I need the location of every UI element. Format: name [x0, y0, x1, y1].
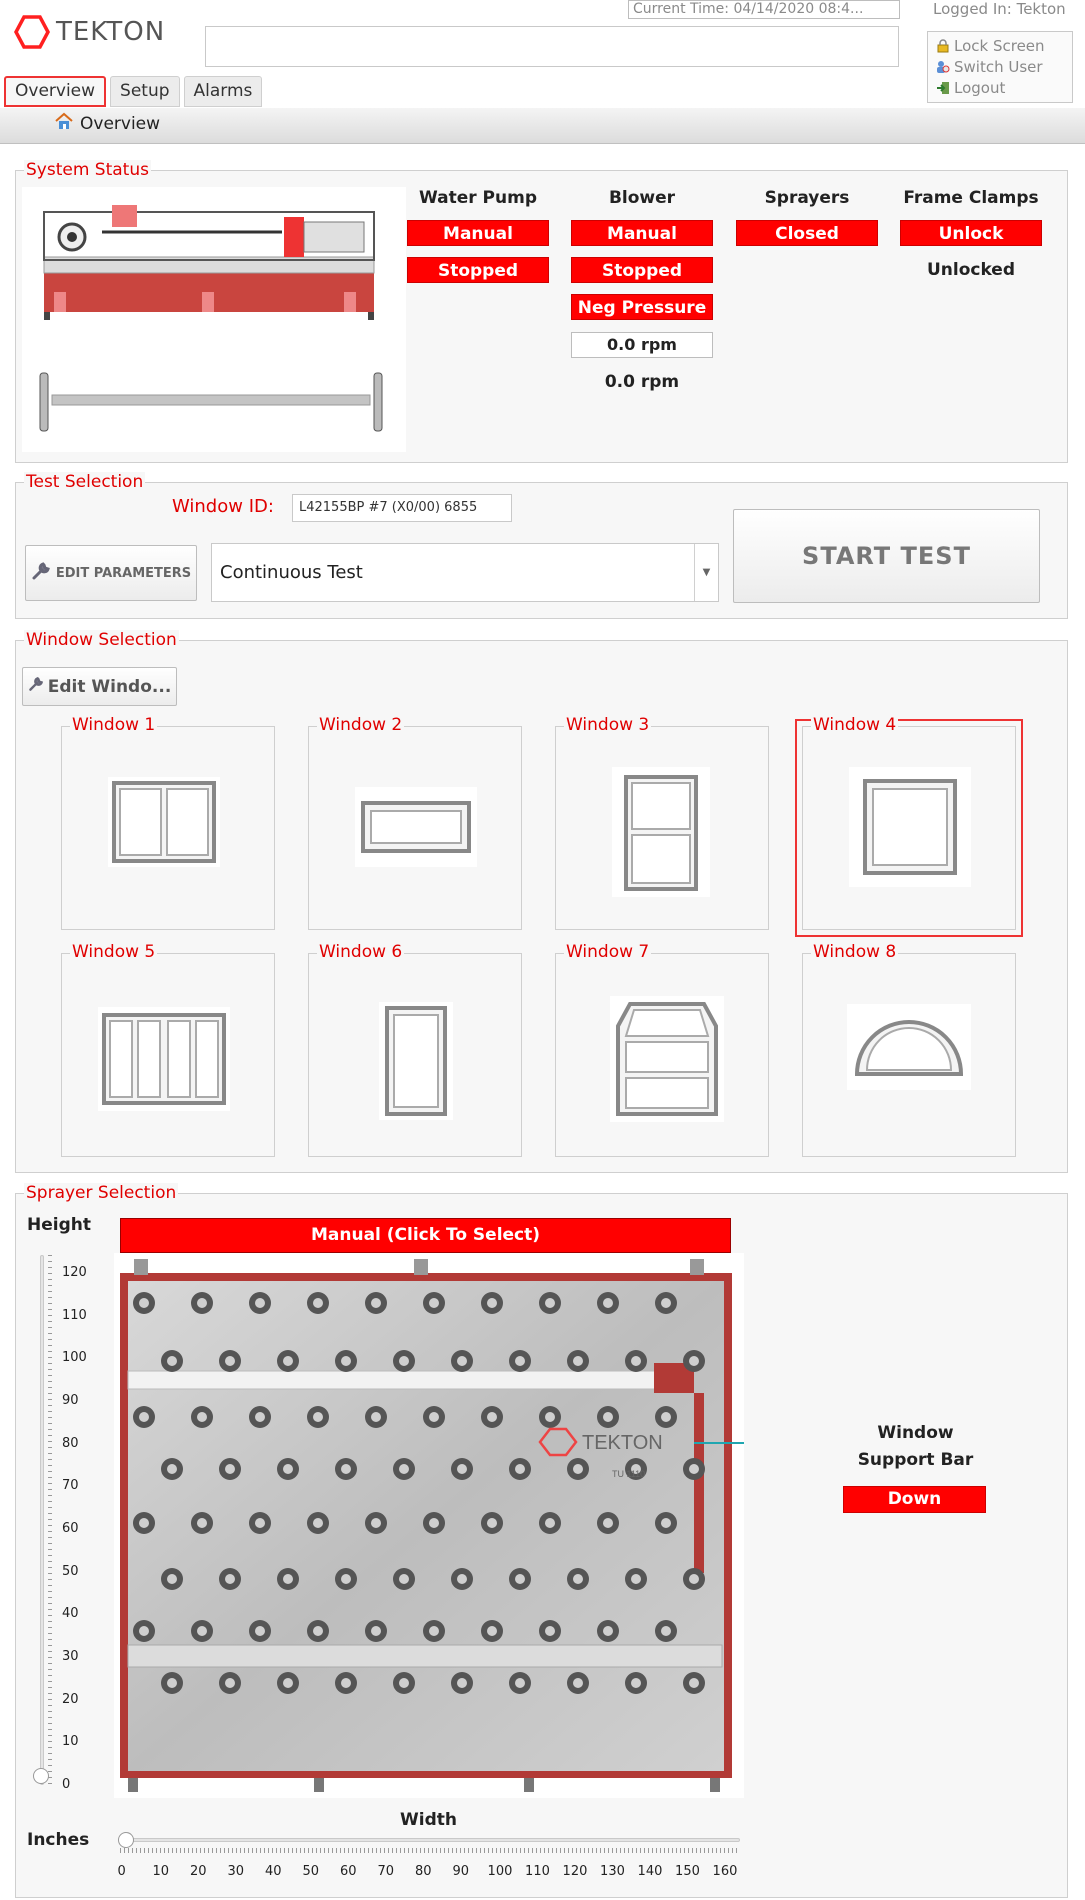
- window-thumbnail: [379, 1002, 453, 1120]
- sprayer-nozzle-center: [487, 1518, 497, 1528]
- width-tick-label: 80: [415, 1864, 432, 1879]
- sprayer-nozzle-center: [283, 1678, 293, 1688]
- sprayer-nozzle-center: [341, 1574, 351, 1584]
- sprayer-nozzle-center: [371, 1626, 381, 1636]
- width-tick-label: 50: [302, 1864, 320, 1879]
- height-tick-label: 120: [62, 1265, 87, 1280]
- height-tick-labels: [62, 1265, 102, 1795]
- sprayer-nozzle-center: [139, 1298, 149, 1308]
- sprayer-nozzle-center: [255, 1298, 265, 1308]
- width-tick-label: 20: [190, 1864, 207, 1879]
- height-tick-label: 20: [62, 1691, 79, 1707]
- sprayer-nozzle-center: [139, 1412, 149, 1422]
- width-tick-label: 0: [117, 1864, 126, 1879]
- height-slider-ticks: [48, 1255, 52, 1785]
- sprayer-nozzle-center: [661, 1412, 671, 1422]
- main-tabs: [4, 76, 266, 107]
- sprayer-nozzle-center: [689, 1678, 699, 1688]
- sprayer-nozzle-center: [225, 1678, 235, 1688]
- height-slider-track: [40, 1255, 44, 1785]
- panel-logo-text: TEKTON: [582, 1432, 663, 1454]
- blower-mode[interactable]: Manual: [571, 220, 713, 246]
- sprayer-nozzle-center: [661, 1518, 671, 1528]
- width-label: Width: [400, 1810, 457, 1830]
- height-slider-thumb[interactable]: [33, 1768, 49, 1784]
- height-tick-label: 10: [62, 1734, 79, 1750]
- height-tick-label: 110: [62, 1307, 87, 1323]
- tekton-logo: [14, 12, 194, 52]
- height-tick-label: 0: [62, 1777, 71, 1792]
- window-card-title: Window 1: [72, 715, 156, 735]
- sprayer-nozzle-center: [515, 1574, 525, 1584]
- hexagon-logo-icon: [14, 14, 50, 50]
- window-card-2[interactable]: [308, 715, 522, 930]
- sprayer-nozzle-center: [603, 1518, 613, 1528]
- sprayer-nozzle-center: [167, 1464, 177, 1474]
- sprayer-nozzle-center: [631, 1574, 641, 1584]
- chevron-down-icon[interactable]: ▼: [694, 544, 718, 601]
- sprayer-nozzle-center: [283, 1356, 293, 1366]
- lock-screen-label: Lock Screen: [954, 36, 1045, 55]
- window-card-title: Window 2: [319, 715, 403, 735]
- lock-screen-button[interactable]: [928, 35, 1072, 56]
- window-thumbnail: [108, 777, 220, 867]
- edit-windows-button[interactable]: [22, 667, 177, 706]
- window-card-title: Window 5: [72, 942, 156, 962]
- sprayer-nozzle-center: [631, 1356, 641, 1366]
- window-thumbnail: [847, 1004, 971, 1090]
- sprayer-nozzle-center: [689, 1464, 699, 1474]
- current-time: Current Time: 04/14/2020 08:4...: [628, 0, 900, 19]
- width-tick-label: 140: [637, 1864, 663, 1879]
- height-tick-label: 80: [62, 1435, 79, 1451]
- sprayer-nozzle-center: [545, 1518, 555, 1528]
- sprayer-nozzle-center: [603, 1626, 613, 1636]
- sprayer-nozzle-center: [545, 1412, 555, 1422]
- sprayer-nozzle-center: [631, 1678, 641, 1688]
- sprayer-nozzle-center: [661, 1626, 671, 1636]
- window-card-8[interactable]: [802, 942, 1016, 1157]
- window-card-7[interactable]: [555, 942, 769, 1157]
- water-pump-state: Stopped: [407, 257, 549, 283]
- height-tick-label: 100: [62, 1350, 87, 1366]
- window-thumbnail: [98, 1007, 230, 1111]
- width-tick-label: 10: [152, 1864, 170, 1879]
- window-card-3[interactable]: [555, 715, 769, 930]
- height-tick-label: 90: [62, 1393, 79, 1408]
- width-tick-label: 90: [452, 1864, 470, 1879]
- sprayer-nozzle-center: [283, 1464, 293, 1474]
- height-label: Height: [27, 1215, 91, 1235]
- tab-overview[interactable]: Overview: [4, 76, 106, 107]
- switch-user-button[interactable]: [928, 56, 1072, 77]
- sprayer-nozzle-center: [399, 1356, 409, 1366]
- sprayer-nozzle-center: [371, 1518, 381, 1528]
- sprayer-nozzle-center: [399, 1464, 409, 1474]
- sprayer-nozzle-center: [515, 1678, 525, 1688]
- width-slider-track: [120, 1838, 740, 1842]
- blower-rpm-setpoint[interactable]: 0.0 rpm: [571, 332, 713, 358]
- sprayer-nozzle-center: [313, 1626, 323, 1636]
- width-tick-labels: [117, 1864, 740, 1882]
- support-bar-label-line2: Support Bar: [857, 1450, 974, 1470]
- height-tick-label: 50: [62, 1563, 79, 1579]
- frame-clamps-command[interactable]: Unlock: [900, 220, 1042, 246]
- support-bar-label: [843, 1420, 988, 1474]
- logout-button[interactable]: [928, 77, 1072, 98]
- sprayer-nozzle-center: [225, 1356, 235, 1366]
- sprayer-nozzle-center: [167, 1356, 177, 1366]
- support-bar-label-line1: Window: [877, 1423, 954, 1443]
- tab-setup[interactable]: Setup: [110, 76, 179, 107]
- support-bar-state[interactable]: Down: [843, 1486, 986, 1513]
- sprayer-rack-diagram: [114, 1253, 744, 1798]
- window-card-title: Window 8: [813, 942, 897, 962]
- wrench-icon: [28, 676, 44, 697]
- sprayer-selection-title: Sprayer Selection: [26, 1183, 177, 1203]
- sprayer-nozzle-center: [341, 1356, 351, 1366]
- sprayer-nozzle-center: [313, 1298, 323, 1308]
- width-tick-label: 70: [377, 1864, 395, 1879]
- window-card-title: Window 7: [566, 942, 650, 962]
- sprayer-nozzle-center: [515, 1356, 525, 1366]
- window-card-title: Window 6: [319, 942, 403, 962]
- sprayer-nozzle-center: [573, 1356, 583, 1366]
- breadcrumb-bar: [0, 108, 1085, 144]
- window-card-title: Window 4: [813, 715, 897, 735]
- sprayer-nozzle-center: [603, 1298, 613, 1308]
- sprayer-nozzle-center: [573, 1464, 583, 1474]
- blower-state: Stopped: [571, 257, 713, 283]
- sprayer-rack-image: [114, 1253, 744, 1798]
- sprayer-nozzle-center: [167, 1574, 177, 1584]
- sprayer-nozzle-center: [255, 1518, 265, 1528]
- width-slider-ticks: [120, 1848, 740, 1853]
- frame-clamps-state: Unlocked: [926, 260, 1016, 280]
- width-tick-label: 120: [562, 1864, 588, 1879]
- sprayer-nozzle-center: [139, 1518, 149, 1528]
- test-chamber-diagram: [22, 187, 406, 452]
- message-display: [205, 26, 899, 67]
- window-thumbnail: [849, 767, 971, 887]
- sprayer-nozzle-center: [545, 1298, 555, 1308]
- width-tick-label: 160: [712, 1864, 738, 1879]
- sprayer-nozzle-center: [197, 1626, 207, 1636]
- sprayer-nozzle-center: [661, 1298, 671, 1308]
- sprayer-nozzle-center: [313, 1518, 323, 1528]
- sprayer-nozzle-center: [429, 1298, 439, 1308]
- window-id-input[interactable]: L42155BP #7 (X0/00) 6855: [292, 494, 512, 522]
- sprayer-nozzle-center: [487, 1298, 497, 1308]
- sprayer-nozzle-center: [225, 1574, 235, 1584]
- edit-parameters-button[interactable]: [25, 545, 197, 601]
- switch-user-icon: [936, 60, 950, 74]
- width-slider[interactable]: [120, 1834, 740, 1856]
- height-tick-label: 40: [62, 1606, 79, 1622]
- window-card-1[interactable]: [61, 715, 275, 930]
- width-tick-label: 100: [487, 1864, 513, 1879]
- water-pump-title: Water Pump: [418, 188, 538, 208]
- height-tick-label: 30: [62, 1649, 79, 1664]
- logout-label: Logout: [954, 78, 1006, 97]
- sprayer-nozzle-center: [573, 1574, 583, 1584]
- sprayer-nozzle-center: [429, 1626, 439, 1636]
- sprayer-nozzle-center: [429, 1412, 439, 1422]
- sprayer-nozzle-center: [341, 1464, 351, 1474]
- sprayer-nozzle-center: [487, 1412, 497, 1422]
- test-selection-title: Test Selection: [26, 472, 144, 492]
- test-chamber-image: [22, 187, 406, 452]
- sprayer-nozzle-center: [255, 1412, 265, 1422]
- window-card-5[interactable]: [61, 942, 275, 1157]
- sprayer-nozzle-center: [371, 1298, 381, 1308]
- window-thumbnail: [355, 787, 477, 867]
- system-status-title: System Status: [26, 160, 149, 180]
- sprayer-nozzle-center: [167, 1678, 177, 1688]
- wrench-icon: [31, 561, 51, 585]
- logo-text: TEKTON: [56, 17, 166, 47]
- height-tick-label: 70: [62, 1478, 79, 1494]
- sprayer-nozzle-center: [399, 1574, 409, 1584]
- window-id-label: Window ID:: [172, 496, 274, 517]
- sprayer-mode-button[interactable]: Manual (Click To Select): [120, 1218, 731, 1253]
- test-type-select[interactable]: [211, 543, 719, 602]
- sprayer-nozzle-center: [457, 1574, 467, 1584]
- sprayers-state[interactable]: Closed: [736, 220, 878, 246]
- sprayer-nozzle-center: [139, 1626, 149, 1636]
- edit-parameters-label: EDIT PARAMETERS: [55, 565, 192, 581]
- frame-clamps-title: Frame Clamps: [903, 188, 1039, 208]
- width-slider-thumb[interactable]: [118, 1832, 134, 1848]
- window-card-4[interactable]: [802, 715, 1016, 930]
- window-card-title: Window 3: [566, 715, 650, 735]
- lock-icon: [936, 39, 950, 53]
- sprayer-nozzle-center: [429, 1518, 439, 1528]
- panel-model-text: TU 1110: [612, 1469, 646, 1479]
- blower-title: Blower: [608, 188, 676, 208]
- sprayer-nozzle-center: [283, 1574, 293, 1584]
- width-tick-label: 60: [340, 1864, 357, 1879]
- sprayer-nozzle-center: [255, 1626, 265, 1636]
- switch-user-label: Switch User: [954, 57, 1043, 76]
- blower-pressure-mode[interactable]: Neg Pressure: [571, 294, 713, 320]
- sprayer-nozzle-center: [197, 1518, 207, 1528]
- sprayers-title: Sprayers: [764, 188, 850, 208]
- sprayer-nozzle-center: [371, 1412, 381, 1422]
- home-icon: [54, 111, 74, 136]
- sprayer-nozzle-center: [603, 1412, 613, 1422]
- window-selection-title: Window Selection: [26, 630, 177, 650]
- width-tick-label: 40: [265, 1864, 282, 1879]
- sprayer-nozzle-center: [457, 1678, 467, 1688]
- sprayer-nozzle-center: [313, 1412, 323, 1422]
- sprayer-nozzle-center: [545, 1626, 555, 1636]
- sprayer-nozzle-center: [457, 1464, 467, 1474]
- breadcrumb-label: Overview: [80, 113, 161, 134]
- width-tick-label: 30: [227, 1864, 245, 1879]
- window-thumbnail: [612, 767, 710, 897]
- width-tick-label: 150: [675, 1864, 700, 1879]
- user-menu: [927, 31, 1073, 103]
- logged-in-user: Logged In: Tekton: [933, 0, 1066, 18]
- sprayer-nozzle-center: [689, 1574, 699, 1584]
- water-pump-mode[interactable]: Manual: [407, 220, 549, 246]
- height-tick-label: 60: [62, 1521, 79, 1536]
- height-slider[interactable]: [36, 1255, 48, 1785]
- sprayer-nozzle-center: [487, 1626, 497, 1636]
- sprayer-nozzle-center: [197, 1412, 207, 1422]
- sprayer-nozzle-center: [225, 1464, 235, 1474]
- sprayer-nozzle-center: [457, 1356, 467, 1366]
- logout-icon: [936, 81, 950, 95]
- sprayer-nozzle-center: [197, 1298, 207, 1308]
- sprayer-nozzle-center: [689, 1356, 699, 1366]
- blower-rpm-actual: 0.0 rpm: [604, 372, 680, 392]
- width-tick-label: 130: [600, 1864, 625, 1879]
- inches-label: Inches: [27, 1830, 90, 1850]
- test-type-value: Continuous Test: [220, 562, 363, 583]
- sprayer-nozzle-center: [573, 1678, 583, 1688]
- tab-alarms[interactable]: Alarms: [184, 76, 263, 107]
- sprayer-nozzle-center: [515, 1464, 525, 1474]
- window-card-6[interactable]: [308, 942, 522, 1157]
- edit-windows-label: Edit Windo...: [47, 676, 172, 697]
- sprayer-nozzle-center: [399, 1678, 409, 1688]
- start-test-button[interactable]: START TEST: [733, 509, 1040, 603]
- width-tick-label: 110: [525, 1864, 550, 1879]
- window-thumbnail: [610, 996, 724, 1122]
- sprayer-nozzle-center: [341, 1678, 351, 1688]
- breadcrumb[interactable]: [54, 111, 160, 136]
